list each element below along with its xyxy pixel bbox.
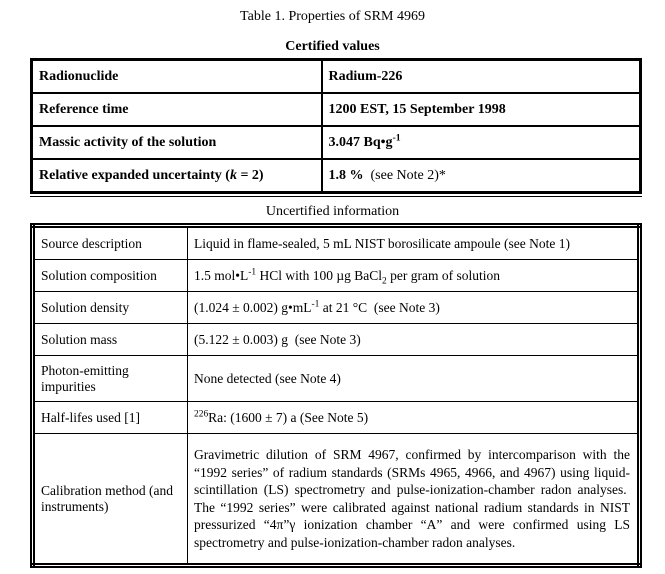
- row-label: Radionuclide: [32, 60, 322, 94]
- row-value: Liquid in flame-sealed, 5 mL NIST borosilicate ampoule (see Note 1): [188, 226, 640, 260]
- uncertified-information-table: [30, 223, 642, 568]
- row-value: 1.5 $mol•L^{-1}$ HCl with 100 µg BaCl$_2$ per gram of solution: [188, 260, 640, 292]
- row-value: Gravimetric dilution of SRM 4967, confirmed by intercomparison with the “1992 series” of radium standards (SRMs 4965, 4966, and 4967) using liquid-scintillation (LS) spectrometry and pulse-ionization-chamber radon analyses. The “1992 series” were calibrated against national radium standards in NIST pressurized “4π”γ ionization chamber “A” and were confirmed using LS spectrometry and pulse-ionization-chamber radon analyses.: [188, 434, 640, 566]
- certified-table-bottom-rule: [30, 196, 642, 197]
- row-value: 1.8 % (see Note 2)*: [322, 159, 641, 193]
- row-value: (5.122 ± 0.003) g (see Note 3): [188, 324, 640, 356]
- row-value: $^{226}$Ra: (1600 ± 7) a (See Note 5): [188, 402, 640, 434]
- row-label: Solution mass: [33, 324, 188, 356]
- row-label: Photon-emitting impurities: [33, 356, 188, 402]
- table-row: [33, 292, 640, 324]
- row-value: 3.047 $Bq•g^{-1}$: [322, 126, 641, 159]
- table-row: [32, 60, 641, 94]
- certified-values-heading: Certified values: [285, 39, 380, 54]
- row-value: 1200 EST, 15 September 1998: [322, 93, 641, 126]
- table-row: [33, 226, 640, 260]
- row-label: Solution density: [33, 292, 188, 324]
- table-row: [33, 434, 640, 566]
- row-label: Half-lifes used [1]: [33, 402, 188, 434]
- table-row: [32, 93, 641, 126]
- table-row: [33, 324, 640, 356]
- table-row: [33, 356, 640, 402]
- row-value: Radium-226: [322, 60, 641, 94]
- table-row: [32, 159, 641, 193]
- row-value: None detected (see Note 4): [188, 356, 640, 402]
- row-value: (1.024 ± 0.002) $g•mL^{-1}$ at 21 °C (see Note 3): [188, 292, 640, 324]
- row-label: Relative expanded uncertainty (k = 2): [32, 159, 322, 193]
- certified-values-table: [30, 58, 642, 194]
- table-row: [32, 126, 641, 159]
- table-row: [33, 260, 640, 292]
- table-row: [33, 402, 640, 434]
- row-label: Source description: [33, 226, 188, 260]
- table-title: Table 1. Properties of SRM 4969: [240, 9, 425, 24]
- row-label: Reference time: [32, 93, 322, 126]
- row-label: Solution composition: [33, 260, 188, 292]
- row-label: Massic activity of the solution: [32, 126, 322, 159]
- uncertified-information-heading: Uncertified information: [265, 204, 400, 219]
- row-label: Calibration method (and instruments): [33, 434, 188, 566]
